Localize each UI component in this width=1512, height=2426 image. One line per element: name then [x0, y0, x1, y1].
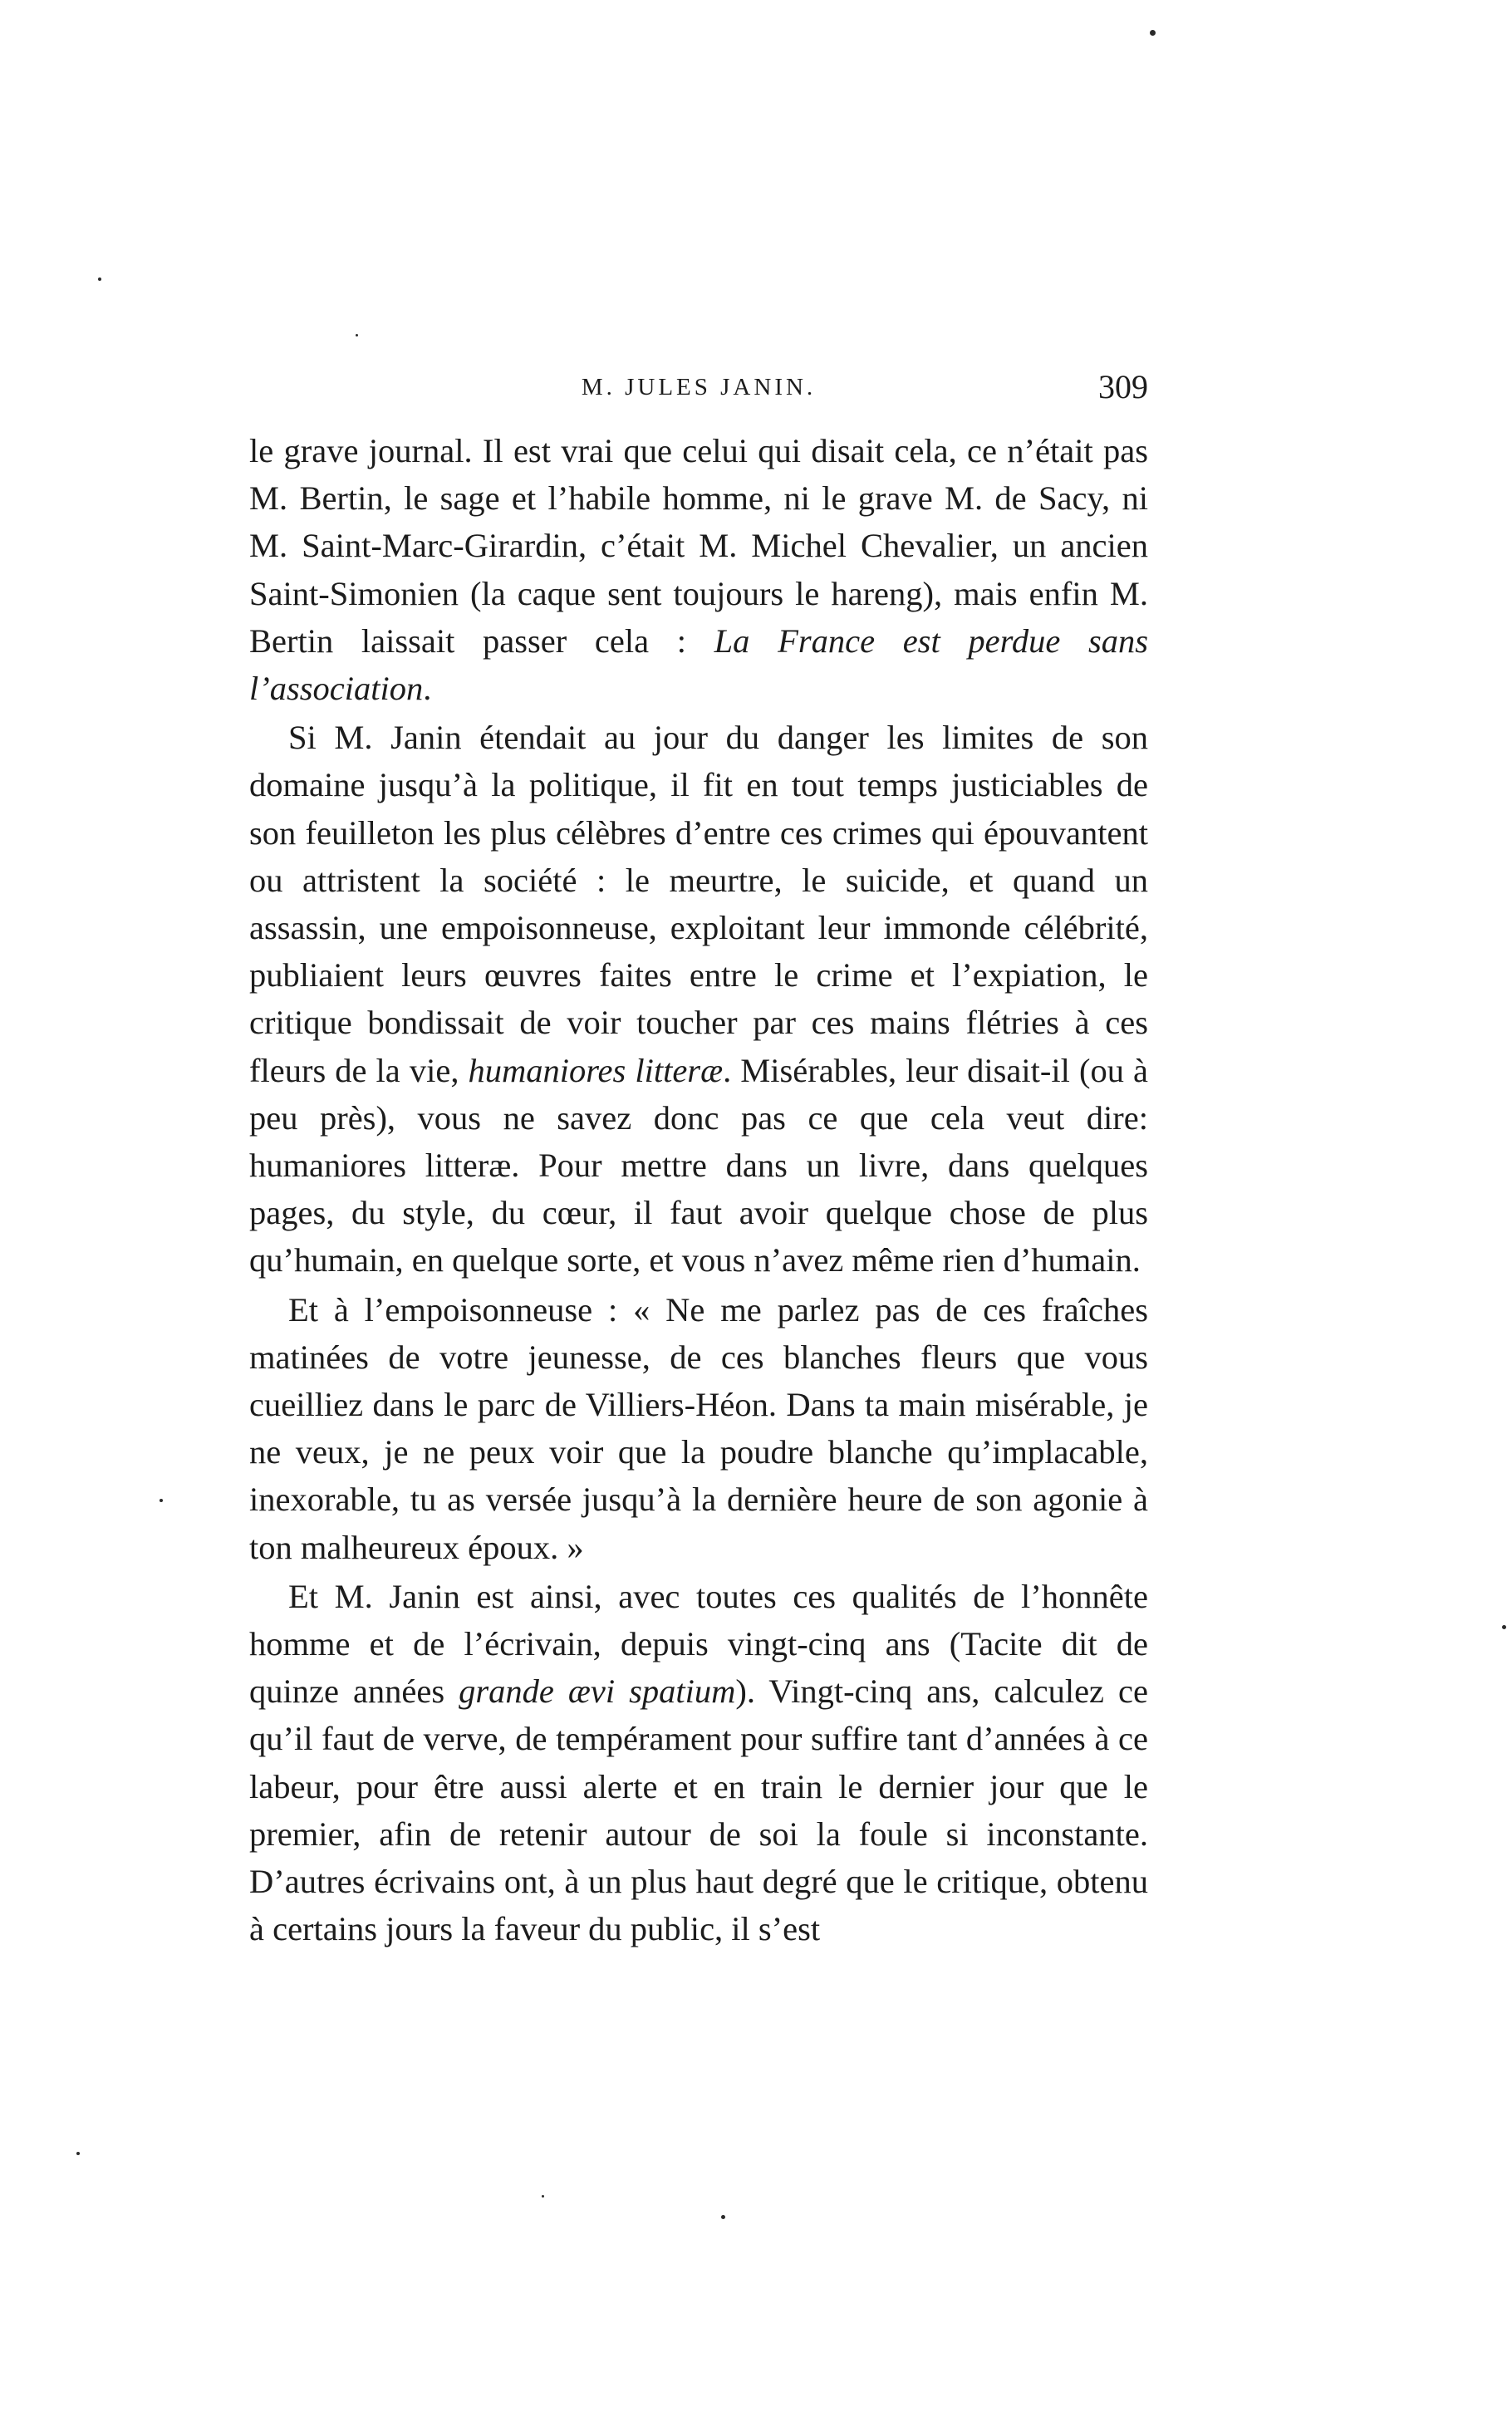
scan-speck: [1502, 1625, 1506, 1629]
paragraph-2-rest: . Misérables, leur disait-il (ou à peu près), vous ne savez donc pas ce que cela veut dire: humaniores litteræ. Pour mettre dans un livre, dans quelques pages, du style, du cœur, il faut avoir quelque chose de plus qu’humain, en quelque sorte, et vous n’avez même rien d’humain.: [249, 1051, 1148, 1279]
paragraph-2: [249, 714, 1148, 1284]
scan-speck: [98, 277, 101, 281]
paragraph-2-latin: humaniores litteræ: [468, 1051, 724, 1089]
running-head: M. JULES JANIN.: [581, 374, 817, 400]
paragraph-1-end: .: [423, 670, 432, 708]
paragraph-4-rest: ). Vingt-cinq ans, calculez ce qu’il faut de verve, de tempérament pour suffire tant d’années à ce labeur, pour être aussi alerte et en train le dernier jour que le premier, afin de retenir autour de soi la foule si inconstante. D’autres écrivains ont, à un plus haut degré que le critique, obtenu à certains jours la faveur du public, il s’est: [249, 1672, 1148, 1948]
page-number: 309: [1098, 368, 1148, 405]
paragraph-4-latin: grande ævi spatium: [459, 1672, 736, 1711]
paragraph-3-text: Et à l’empoisonneuse : « Ne me parlez pas de ces fraîches matinées de votre jeunesse, de ces blanches fleurs que vous cueilliez dans le parc de Villiers-Héon. Dans ta main misérable, je ne veux, je ne peux voir que la poudre blanche qu’implacable, inexorable, tu as versée jusqu’à la dernière heure de son agonie à ton malheureux époux. »: [249, 1290, 1148, 1566]
scan-speck: [721, 2215, 725, 2219]
scan-speck: [1150, 30, 1156, 36]
scan-speck: [542, 2195, 544, 2198]
scan-speck: [356, 334, 358, 336]
page-header: [249, 362, 1148, 412]
scan-speck: [76, 2152, 80, 2155]
paragraph-1-quote: La France est perdue sans l’association: [249, 621, 1148, 708]
body-text: [249, 427, 1148, 1953]
paragraph-4: [249, 1573, 1148, 1953]
paragraph-4-text: Et M. Janin est ainsi, avec toutes ces qualités de l’honnête homme et de l’écrivain, depuis vingt-cinq ans (Tacite dit de quinze années: [249, 1577, 1148, 1711]
paragraph-3: [249, 1286, 1148, 1571]
paragraph-1: [249, 427, 1148, 712]
scan-speck: [160, 1499, 163, 1502]
paragraph-1-text: le grave journal. Il est vrai que celui qui disait cela, ce n’était pas M. Bertin, le sage et l’habile homme, ni le grave M. de Sacy, ni M. Saint-Marc-Girardin, c’était M. Michel Chevalier, un ancien Saint-Simonien (la caque sent toujours le hareng), mais enfin M. Bertin laissait passer cela :: [249, 432, 1148, 660]
paragraph-2-text: Si M. Janin étendait au jour du danger les limites de son domaine jusqu’à la politique, il fit en tout temps justiciables de son feuilleton les plus célèbres d’entre ces crimes qui épouvantent ou attristent la société : le meurtre, le suicide, et quand un assassin, une empoisonneuse, exploitant leur immonde célébrité, publiaient leurs œuvres faites entre le crime et l’expiation, le critique bondissait de voir toucher par ces mains flétries à ces fleurs de la vie,: [249, 719, 1148, 1089]
